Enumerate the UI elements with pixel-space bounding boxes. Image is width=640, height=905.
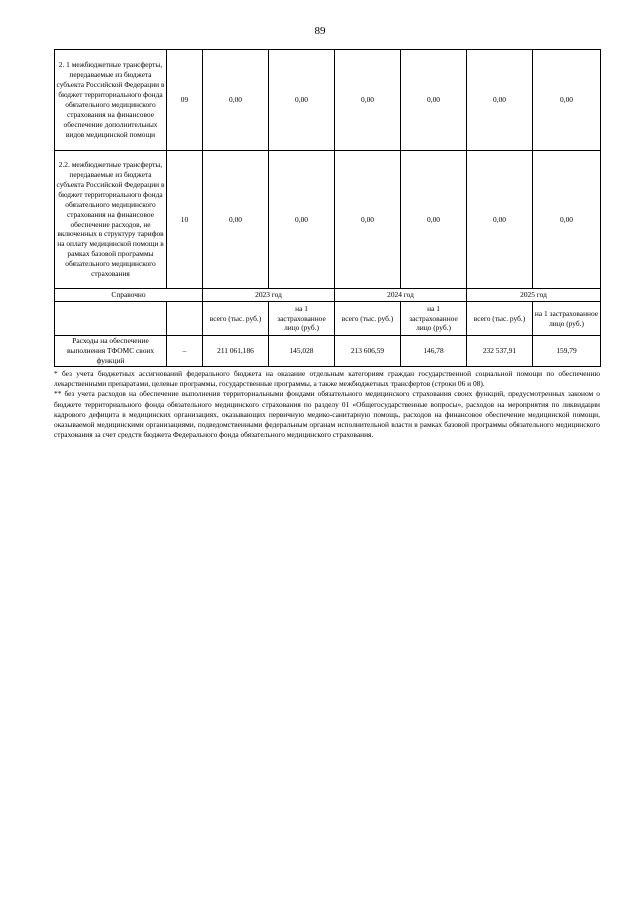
- row-label: 2. 1 межбюджетные трансферты, передаваемые из бюджета субъекта Российской Федерации в бюджет территориального фонда обязательного медицинского страхования на финансовое обеспечение дополнительных видов медицинской помощи: [55, 50, 167, 151]
- page-number: 89: [314, 25, 326, 37]
- row-label: 2.2. межбюджетные трансферты, передаваемые из бюджета субъекта Российской Федерации в бюджет территориального фонда обязательного медицинского страхования на финансовое обеспечение расходов, не включенных в структуру тарифов на оплату медицинской помощи в рамках базовой программы обязательного медицинского страхования: [55, 151, 167, 289]
- table-cell: 0,00: [467, 50, 533, 151]
- table-cell: 0,00: [335, 151, 401, 289]
- empty-cell: [167, 302, 203, 336]
- footnote: ** без учета расходов на обеспечение выполнения территориальными фондами обязательного медицинского страхования своих функций, предусмотренных законом о бюджете территориального фонда обязательного медицинского страхования по разделу 01 «Общегосударственные вопросы», расходов на мероприятия по ликвидации кадрового дефицита в медицинских организациях, оказывающих первичную медико-санитарную помощь, расходов на финансовое обеспечение медицинской помощи, оказываемой медицинскими организациями, подведомственными федеральным органам исполнительной власти в рамках базовой программы обязательного медицинского страхования за счет средств бюджета Федерального фонда обязательного медицинского страхования.: [54, 389, 600, 440]
- table-cell: 145,028: [269, 336, 335, 367]
- table-cell: 0,00: [467, 151, 533, 289]
- budget-table: [54, 49, 601, 367]
- table-cell: 159,79: [533, 336, 601, 367]
- column-header: всего (тыс. руб.): [467, 302, 533, 336]
- table-cell: 232 537,91: [467, 336, 533, 367]
- row-code: –: [167, 336, 203, 367]
- table-cell: 0,00: [203, 50, 269, 151]
- table-row: [55, 289, 601, 302]
- table-cell: 0,00: [401, 50, 467, 151]
- table-cell: 146,78: [401, 336, 467, 367]
- footnote: * без учета бюджетных ассигнований федерального бюджета на оказание отдельным категориям граждан государственной социальной помощи по обеспечению лекарственными препаратами, целевые программы, государственные программы, а также межбюджетных трансфертов (строки 06 и 08).: [54, 369, 600, 389]
- table-cell: 0,00: [203, 151, 269, 289]
- table-row: [55, 336, 601, 367]
- footnotes: [54, 369, 600, 441]
- table-cell: 0,00: [269, 151, 335, 289]
- table-row: [55, 302, 601, 336]
- table-cell: 0,00: [533, 50, 601, 151]
- year-header: 2025 год: [467, 289, 601, 302]
- row-code: 10: [167, 151, 203, 289]
- table-row: [55, 151, 601, 289]
- column-header: на 1 застрахованное лицо (руб.): [269, 302, 335, 336]
- row-code: 09: [167, 50, 203, 151]
- column-header: на 1 застрахованное лицо (руб.): [533, 302, 601, 336]
- table-cell: 0,00: [401, 151, 467, 289]
- empty-cell: [55, 302, 167, 336]
- table-row: [55, 50, 601, 151]
- table-cell: 0,00: [269, 50, 335, 151]
- table-cell: 211 061,186: [203, 336, 269, 367]
- row-label: Расходы на обеспечение выполнения ТФОМС своих функций: [55, 336, 167, 367]
- column-header: на 1 застрахованное лицо (руб.): [401, 302, 467, 336]
- column-header: всего (тыс. руб.): [203, 302, 269, 336]
- table-cell: 0,00: [533, 151, 601, 289]
- reference-label: Справочно: [55, 289, 203, 302]
- year-header: 2024 год: [335, 289, 467, 302]
- year-header: 2023 год: [203, 289, 335, 302]
- table-cell: 0,00: [335, 50, 401, 151]
- column-header: всего (тыс. руб.): [335, 302, 401, 336]
- table-cell: 213 606,59: [335, 336, 401, 367]
